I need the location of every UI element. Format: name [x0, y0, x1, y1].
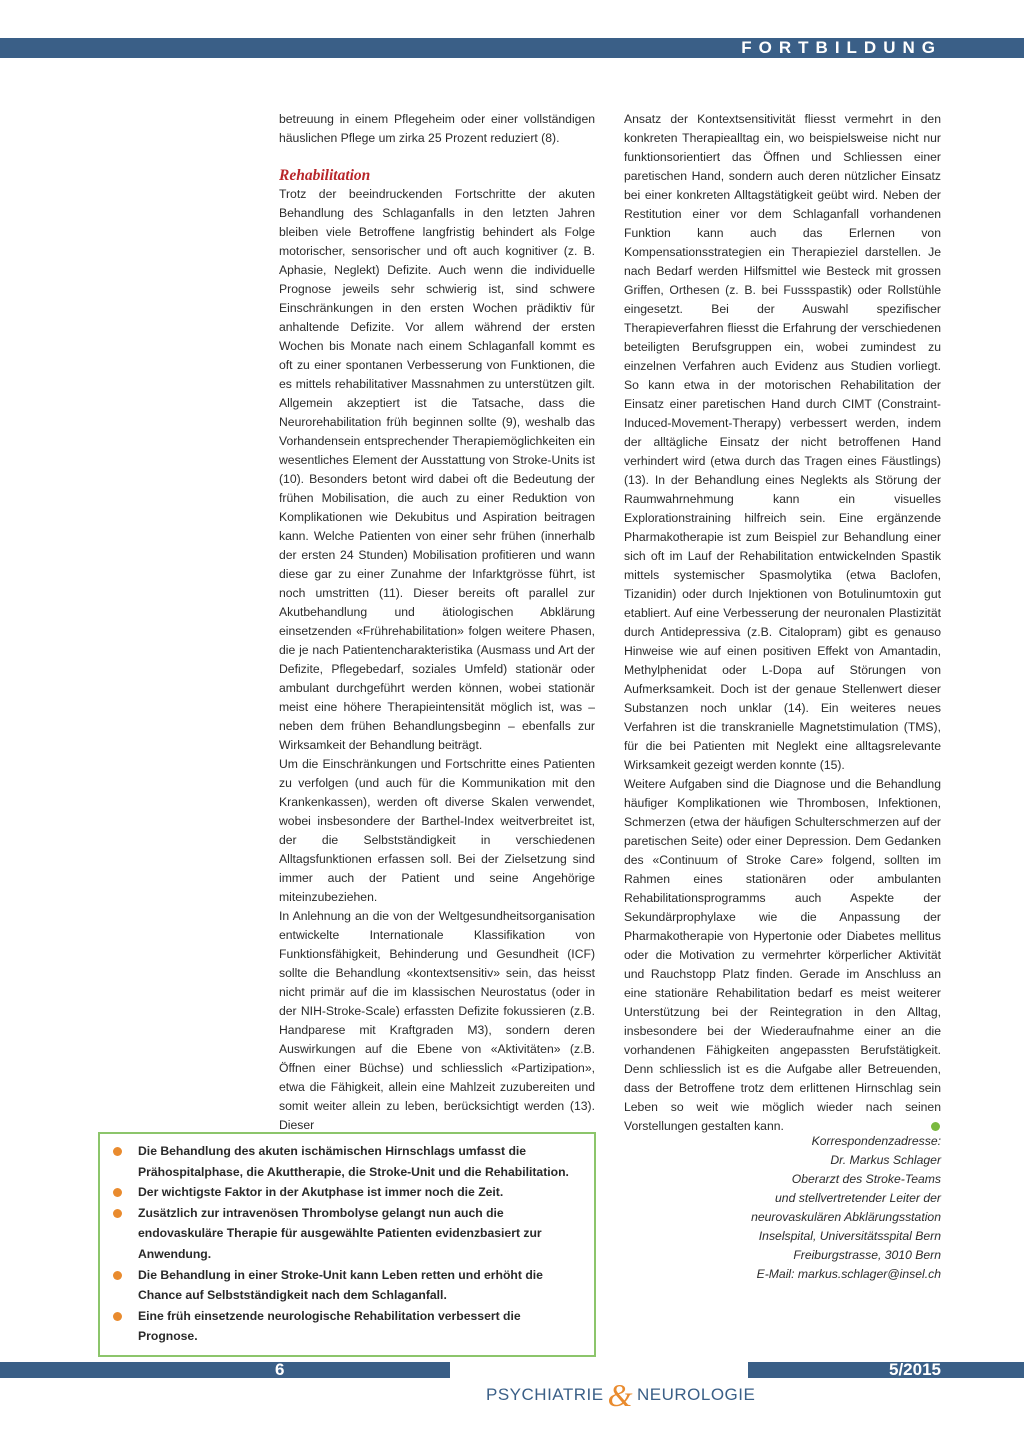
column-left — [279, 110, 595, 1135]
journal-logo — [486, 1378, 755, 1412]
contact-role: neurovaskulären Abklärungsstation — [751, 1210, 941, 1224]
section-heading: Rehabilitation — [279, 167, 371, 184]
contact-label: Korrespondenzadresse: — [811, 1134, 941, 1148]
summary-text: Zusätzlich zur intravenösen Thrombolyse gelangt nun auch die endovaskuläre Therapie für ausgewählte Patienten evidenzbasiert zur Anwendung. — [138, 1205, 542, 1261]
summary-text: Eine früh einsetzende neurologische Rehabilitation verbessert die Prognose. — [138, 1308, 521, 1344]
paragraph: In Anlehnung an die von der Weltgesundheitsorganisation entwickelte Internationale Klassifikation von Funktionsfähigkeit, Behinderung und Gesundheit (ICF) sollte die Behandlung «kontextsensitiv» sein, das heisst nicht primär auf die im klassischen Neurostatus (oder in der NIH-Stroke-Scale) erfassten Defizite fokussieren (z.B. Handparese mit Kraftgraden M3), sondern deren Auswirkungen auf die Ebene von «Aktivitäten» (z.B. Öffnen einer Büchse) und schliesslich «Partizipation», etwa die Fähigkeit, allein eine Mahlzeit zuzubereiten und somit weiter allein zu leben, berücksichtigt werden (13). Dieser — [279, 909, 595, 1132]
summary-list — [100, 1141, 594, 1347]
bullet-icon — [113, 1209, 122, 1218]
contact-name: Dr. Markus Schlager — [830, 1153, 941, 1167]
paragraph: Um die Einschränkungen und Fortschritte eines Patienten zu verfolgen (und auch für die Kommunikation mit den Krankenkassen), werden oft diverse Skalen verwendet, wobei insbesondere der Barthel-Index weitverbreitet ist, der die Selbstständigkeit in verschiedenen Alltagsfunktionen erfassen soll. Bei der Zielsetzung sind immer auch der Patient und seine Angehörige miteinzubeziehen. — [279, 757, 595, 904]
summary-item — [100, 1203, 594, 1265]
bullet-icon — [113, 1188, 122, 1197]
contact-role: und stellvertretender Leiter der — [775, 1191, 941, 1205]
page-number: 6 — [275, 1360, 285, 1379]
issue-number: 5/2015 — [889, 1360, 941, 1379]
summary-text: Die Behandlung des akuten ischämischen Hirnschlags umfasst die Prähospitalphase, die Akuttherapie, die Stroke-Unit und die Rehabilitation. — [138, 1144, 569, 1179]
correspondence-address — [621, 1132, 941, 1284]
column-right — [624, 110, 941, 1136]
paragraph-final — [624, 775, 941, 1136]
bullet-icon — [113, 1271, 122, 1280]
summary-text: Der wichtigste Faktor in der Akutphase ist immer noch die Zeit. — [138, 1185, 504, 1200]
contact-address: Freiburgstrasse, 3010 Bern — [793, 1248, 941, 1262]
end-mark-icon — [931, 1122, 940, 1131]
paragraph: Ansatz der Kontextsensitivität fliesst vermehrt in den konkreten Therapiealltag ein, wo beispielsweise nicht nur funktionsorientiert das Öffnen und Schliessen einer paretischen Hand, sondern auch deren nützlicher Einsatz bei einer konkreten Alltagstätigkeit geübt wird. Neben der Restitution einer vor dem Schlaganfall vorhandenen Funktion kann auch das Erlernen von Kompensationsstrategien ein Therapieziel darstellen. Je nach Bedarf werden Hilfsmittel wie Besteck mit grossen Griffen, Orthesen (z. B. bei Fussspastik) oder Rollstühle eingesetzt. Bei der Auswahl spezifischer Therapieverfahren fliesst die Erfahrung der verschiedenen beteiligten Berufsgruppen ein, wobei zumindest zu einzelnen Verfahren auch Evidenz aus Studien vorliegt. So kann etwa in der motorischen Rehabilitation der Einsatz einer paretischen Hand durch CIMT (Constraint-Induced-Movement-Therapy) verbessert werden, indem der alltägliche Einsatz der nicht betroffenen Hand verhindert wird (etwa durch das Tragen eines Fäustlings) (13). In der Behandlung eines Neglekts als Störung der Raumwahrnehmung kann ein visuelles Explorationstraining hilfreich sein. Eine ergänzende Pharmakotherapie ist zum Beispiel zur Behandlung einer sich oft im Lauf der Rehabilitation entwickelnden Spastik mittels systemischer Spasmolytika (etwa Baclofen, Tizanidin) oder durch Injektionen von Botulinumtoxin gut etabliert. Auf eine Verbesserung der neuronalen Plastizität durch Antidepressiva (z.B. Citalopram) gibt es genauso Hinweise wie auf einen positiven Effekt von Amantadin, Methylphenidat oder L-Dopa auf Störungen von Aufmerksamkeit. Doch ist der genaue Stellenwert dieser Substanzen noch unklar (14). Ein weiteres neues Verfahren ist die transkranielle Magnetstimulation (TMS), für die bei Patienten mit Neglekt eine alltagsrelevante Wirksamkeit gezeigt werden konnte (15). — [624, 112, 941, 772]
journal-name-left: PSYCHIATRIE — [486, 1385, 604, 1404]
section-label: FORTBILDUNG — [741, 38, 942, 57]
contact-role: Oberarzt des Stroke-Teams — [791, 1172, 941, 1186]
contact-email: E-Mail: markus.schlager@insel.ch — [756, 1267, 941, 1281]
footer-bar-gap — [450, 1362, 748, 1378]
summary-text: Die Behandlung in einer Stroke-Unit kann Leben retten und erhöht die Chance auf Selbstständigkeit nach dem Schlaganfall. — [138, 1267, 543, 1303]
journal-name-right: NEUROLOGIE — [636, 1385, 756, 1404]
summary-item — [100, 1306, 594, 1347]
bullet-icon — [113, 1147, 122, 1156]
journal-ampersand: & — [607, 1377, 633, 1413]
bullet-icon — [113, 1312, 122, 1321]
summary-item — [100, 1182, 594, 1203]
summary-item — [100, 1141, 594, 1182]
intro-paragraph: betreuung in einem Pflegeheim oder einer vollständigen häuslichen Pflege um zirka 25 Prozent reduziert (8). — [279, 112, 595, 145]
paragraph-text: Weitere Aufgaben sind die Diagnose und die Behandlung häufiger Komplikationen wie Thrombosen, Infektionen, Schmerzen (etwa der häufigen Schulterschmerzen auf der paretischen Seite) oder einer Depression. Dem Gedanken des «Continuum of Stroke Care» folgend, sollten im Rahmen eines stationären oder ambulanten Rehabilitationsprogramms auch Aspekte der Sekundärprophylaxe wie die Anpassung der Pharmakotherapie von Hypertonie oder Diabetes mellitus oder die Motivation zu vermehrter körperlicher Aktivität und Rauchstopp Platz finden. Gerade im Anschluss an eine stationäre Rehabilitation bedarf es meist weiterer Unterstützung bei der Reintegration in den Alltag, insbesondere bei der Wiederaufnahme einer an die vorhandenen Fähigkeiten angepassten Berufstätigkeit. Denn schliesslich ist es die Aufgabe aller Betreuenden, dass der Betroffene trotz dem erlittenen Hirnschlag sein Leben so weit wie möglich wieder nach seinen Vorstellungen gestalten kann. — [624, 777, 941, 1133]
contact-hospital: Inselspital, Universitätsspital Bern — [758, 1229, 941, 1243]
paragraph: Trotz der beeindruckenden Fortschritte der akuten Behandlung des Schlaganfalls in den letzten Jahren bleiben viele Betroffene langfristig behindert als Folge motorischer, sensorischer und oft auch kognitiver (z. B. Aphasie, Neglekt) Defizite. Auch wenn die individuelle Prognose jeweils sehr schwierig ist, sind schwere Einschränkungen in den ersten Wochen prädiktiv für anhaltende Defizite. Vor allem während der ersten Wochen bis Monate nach einem Schlaganfall kommt es oft zu einer spontanen Verbesserung von Funktionen, die es mittels rehabilitativer Massnahmen zu unterstützen gilt. Allgemein akzeptiert ist die Tatsache, dass die Neurorehabilitation früh beginnen sollte (9), weshalb das Vorhandensein entsprechender Therapiemöglichkeiten ein wesentliches Element der Ausstattung von Stroke-Units ist (10). Besonders betont wird dabei oft die Bedeutung der frühen Mobilisation, die auch zu einer Reduktion von Komplikationen wie Dekubitus und Aspiration beitragen kann. Welche Patienten von einer sehr frühen (innerhalb der ersten 24 Stunden) Mobilisation profitieren und wann diese gar zu einer Zunahme der Infarktgrösse führt, ist noch umstritten (11). Dieser bereits oft parallel zur Akutbehandlung und ätiologischen Abklärung einsetzenden «Frührehabilitation» folgen weitere Phasen, die je nach Patientencharakteristika (Ausmass und Art der Defizite, Pflegebedarf, soziales Umfeld) stationär oder ambulant durchgeführt werden können, wobei stationär meist eine höhere Therapieintensität möglich ist, was – neben dem frühen Behandlungsbeginn – ebenfalls zur Wirksamkeit der Behandlung beiträgt. — [279, 187, 595, 752]
summary-item — [100, 1265, 594, 1306]
summary-box — [98, 1132, 596, 1357]
